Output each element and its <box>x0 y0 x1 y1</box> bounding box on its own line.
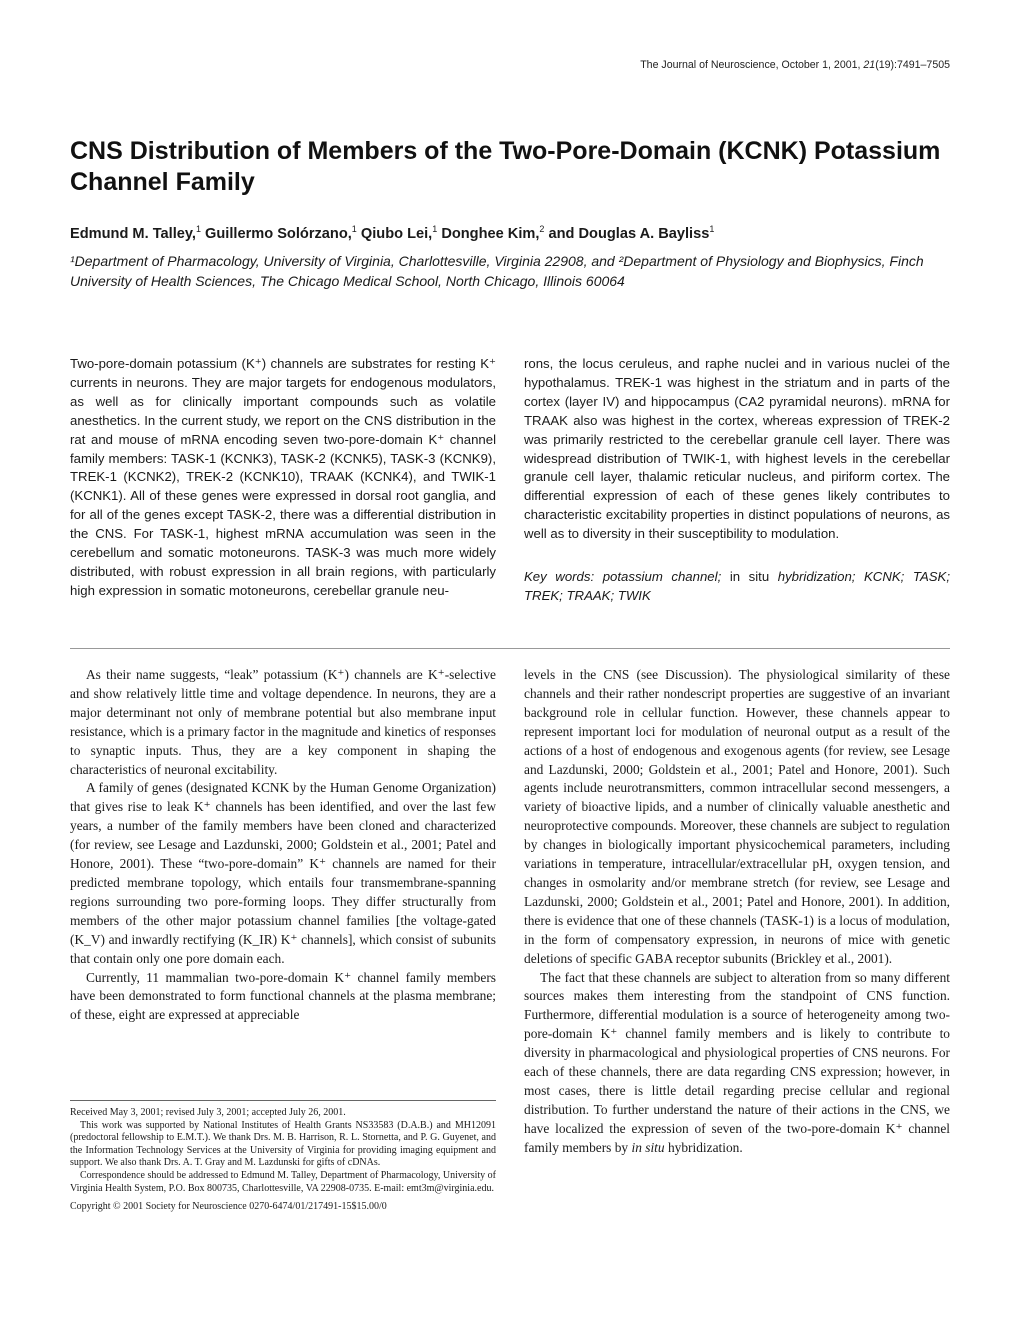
body-paragraph: A family of genes (designated KCNK by the Human Genome Organization) that gives rise to leak K⁺ channels has been identified, and over the last few years, a number of the family members have been cloned and characterized (for review, see Lesage and Lazdunski, 2000; Goldstein et al., 2001; Patel and Honore, 2001). These “two-pore-domain” K⁺ channels are named for their predicted membrane topology, which entails four transmembrane-spanning regions surrounding two pore-forming loops. They differ structurally from members of the other major potassium channel families [the voltage-gated (K_V) and inwardly rectifying (K_IR) K⁺ channels], which consist of subunits that contain only one pore domain each. <box>70 780 496 966</box>
footnote-divider <box>70 1100 496 1101</box>
author-affiliation-mark: 2 <box>539 224 545 234</box>
section-divider <box>70 648 950 649</box>
journal-volume: 21 <box>863 59 876 71</box>
body-column-right <box>524 666 950 1158</box>
abstract-text: Two-pore-domain potassium (K⁺) channels are substrates for resting K⁺ currents in neurons. They are major targets for endogenous modulators, as well as for clinically important compounds such as volatile anesthetics. In the current study, we report on the CNS distribution in the rat and mouse of mRNA encoding seven two-pore-domain K⁺ channel family members: TASK-1 (KCNK3), TASK-2 (KCNK5), TASK-3 (KCNK9), TREK-1 (KCNK2), TREK-2 (KCNK10), TRAAK (KCNK4), and TWIK-1 (KCNK1). All of these genes were expressed in dorsal root ganglia, and for all of the genes except TASK-2, there was a differential distribution in the CNS. For TASK-1, highest mRNA accumulation was seen in the cerebellum and somatic motoneurons. TASK-3 was much more widely distributed, with robust expression in all brain regions, with particularly high expression in somatic motoneurons, cerebellar granule neu- <box>70 356 496 598</box>
body-column-left <box>70 666 496 1025</box>
copyright-notice: Copyright © 2001 Society for Neuroscience 0270-6474/01/217491-15$15.00/0 <box>70 1201 387 1213</box>
body-text-italic: in situ <box>631 1139 665 1155</box>
article-title: CNS Distribution of Members of the Two-Pore-Domain (KCNK) Potassium Channel Family <box>70 137 941 196</box>
abstract-column-left <box>70 355 496 601</box>
keywords-label: Key words: potassium channel; <box>524 569 730 585</box>
abstract-text: rons, the locus ceruleus, and raphe nuclei and in various nuclei of the hypothalamus. TREK-1 was highest in the striatum and in parts of the cortex (layer IV) and hippocampus (CA2 pyramidal neurons). mRNA for TRAAK also was highest in the cortex, whereas expression of TREK-2 was primarily restricted to the cerebellar granule cell layer. There was widespread distribution of TWIK-1, with highest levels in the cerebellar granule cell layer, thalamic reticular nucleus, and piriform cortex. The differential expression of each of these genes likely contributes to characteristic excitability properties in distinct populations of neurons, as well as to diversity in their susceptibility to modulation. <box>524 356 950 542</box>
author-affiliation-mark: 1 <box>195 224 201 234</box>
keywords <box>524 568 950 606</box>
author-affiliation-mark: 1 <box>709 224 715 234</box>
keywords-list: hybridization; KCNK; TASK; TREK; TRAAK; TWIK <box>524 569 951 603</box>
body-paragraph: As their name suggests, “leak” potassium (K⁺) channels are K⁺-selective and show relatively little time and voltage dependence. In neurons, they are a major determinant not only of membrane potential but also membrane input resistance, which is a primary factor in the magnitude and kinetics of responses to synaptic inputs. Thus, they are a key component in shaping the characteristics of neuronal excitability. <box>70 667 496 777</box>
body-paragraph: Currently, 11 mammalian two-pore-domain K⁺ channel family members have been demonstrated to form functional channels at the plasma membrane; of these, eight are expressed at appreciable <box>70 969 496 1023</box>
journal-name: The Journal of Neuroscience, October 1, 2001, <box>640 59 864 71</box>
journal-pages: (19):7491–7505 <box>875 59 950 71</box>
keywords-in-situ: in situ <box>729 569 770 585</box>
body-text: The fact that these channels are subject to alteration from so many different sources makes them interesting from the standpoint of CNS function. Furthermore, differential modulation is a source of heterogeneity among two-pore-domain K⁺ channel family members and is likely to contribute to diversity in pharmacological and physiological properties of CNS neurons. For each of these channels, there are data regarding CNS expression; however, in most cases, there is little detail regarding precise cellular and regional distribution. To further understand the nature of their actions in the CNS, we have localized the expression of seven of the two-pore-domain K⁺ channel family members by <box>524 969 950 1155</box>
author-name[interactable]: Donghee Kim, <box>441 225 540 242</box>
affiliations: ¹Department of Pharmacology, University of Virginia, Charlottesville, Virginia 22908, and ²Department of Physiology and Biophysics, Finch University of Health Sciences, The Chicago Medical School, North Chicago, Illinois 60064 <box>70 253 924 289</box>
body-paragraph: levels in the CNS (see Discussion). The physiological similarity of these channels and their rather nondescript properties are suggestive of an invariant background role in cellular function. However, these channels appear to represent important loci for modulation of neuronal output as a result of the actions of a host of endogenous and exogenous agents (for review, see Lesage and Lazdunski, 2000; Goldstein et al., 2001; Patel and Honore, 2001). Such agents include neurotransmitters, common intracellular second messengers, a variety of bioactive lipids, and a number of clinically valuable anesthetic and neuroprotective compounds. Moreover, these channels are subject to regulation by changes in biologically important physicochemical parameters, including variations in temperature, intracellular/extracellular pH, oxygen tension, and changes in osmolarity and/or membrane stretch (for review, see Lesage and Lazdunski, 2000; Goldstein et al., 2001; Patel and Honore, 2001). In addition, there is evidence that one of these channels (TASK-1) is a locus of modulation, in the form of compensatory expression, in neurons of mice with genetic deletions of specific GABA receptor subunits (Brickley et al., 2001). <box>524 667 950 966</box>
body-text: hybridization. <box>664 1139 743 1155</box>
author-list <box>70 224 950 242</box>
author-name[interactable]: and Douglas A. Bayliss <box>548 225 710 242</box>
footnote-received: Received May 3, 2001; revised July 3, 2001; accepted July 26, 2001. <box>70 1107 346 1118</box>
abstract-column-right <box>524 355 950 606</box>
footnote-correspondence: Correspondence should be addressed to Edmund M. Talley, Department of Pharmacology, University of Virginia Health System, P.O. Box 800735, Charlottesville, VA 22908-0735. E-mail: emt3m@virginia.edu. <box>70 1169 496 1194</box>
journal-header <box>640 59 950 71</box>
author-affiliation-mark: 1 <box>432 224 438 234</box>
author-name[interactable]: Edmund M. Talley, <box>70 225 196 242</box>
author-name[interactable]: Guillermo Solórzano, <box>205 225 352 242</box>
body-paragraph <box>524 969 950 1158</box>
author-name[interactable]: Qiubo Lei, <box>360 225 433 242</box>
footnote-support: This work was supported by National Institutes of Health Grants NS33583 (D.A.B.) and MH12091 (predoctoral fellowship to E.M.T.). We thank Drs. M. B. Harrison, R. L. Stornetta, and P. G. Guyenet, and the Information Technology Services at the University of Virginia for providing imaging equipment and support. We also thank Drs. A. T. Gray and M. Lazdunski for gifts of cDNAs. <box>70 1119 496 1169</box>
footnotes <box>70 1100 496 1214</box>
author-affiliation-mark: 1 <box>351 224 357 234</box>
